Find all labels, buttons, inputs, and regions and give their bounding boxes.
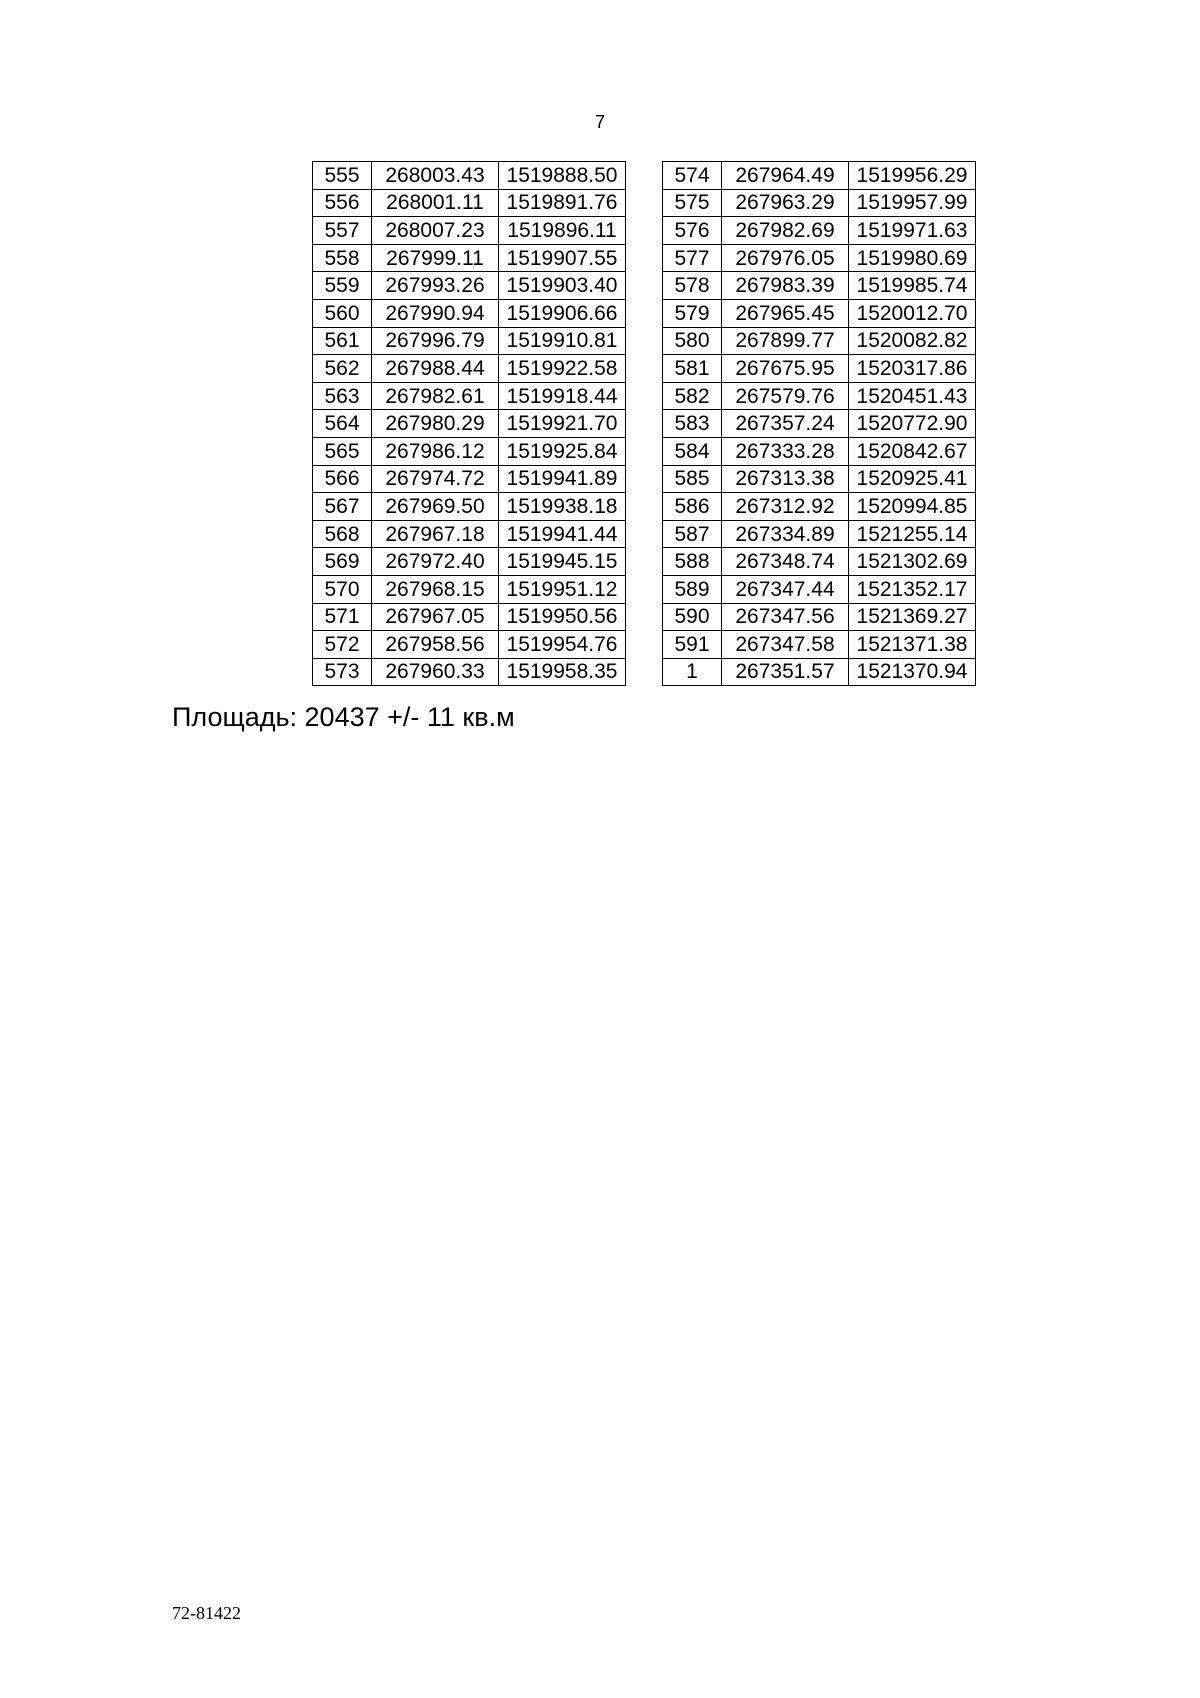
- y-coordinate-cell: 1520082.82: [849, 327, 976, 355]
- x-coordinate-cell: 267968.15: [372, 575, 499, 603]
- coordinates-table-left: [312, 161, 626, 686]
- x-coordinate-cell: 267976.05: [722, 244, 849, 272]
- point-number-cell: 571: [313, 603, 372, 631]
- y-coordinate-cell: 1520994.85: [849, 493, 976, 521]
- x-coordinate-cell: 267988.44: [372, 355, 499, 383]
- x-coordinate-cell: 267993.26: [372, 272, 499, 300]
- point-number-cell: 565: [313, 437, 372, 465]
- table-row: [663, 244, 976, 272]
- point-number-cell: 561: [313, 327, 372, 355]
- point-number-cell: 586: [663, 493, 722, 521]
- x-coordinate-cell: 267964.49: [722, 162, 849, 190]
- y-coordinate-cell: 1519985.74: [849, 272, 976, 300]
- point-number-cell: 580: [663, 327, 722, 355]
- table-row: [313, 327, 626, 355]
- table-row: [313, 244, 626, 272]
- table-row: [663, 217, 976, 245]
- table-row: [313, 658, 626, 686]
- x-coordinate-cell: 267996.79: [372, 327, 499, 355]
- table-row: [313, 465, 626, 493]
- point-number-cell: 575: [663, 189, 722, 217]
- point-number-cell: 578: [663, 272, 722, 300]
- y-coordinate-cell: 1519921.70: [499, 410, 626, 438]
- point-number-cell: 558: [313, 244, 372, 272]
- x-coordinate-cell: 267348.74: [722, 548, 849, 576]
- table-row: [663, 493, 976, 521]
- table-row: [313, 382, 626, 410]
- y-coordinate-cell: 1521369.27: [849, 603, 976, 631]
- table-row: [313, 437, 626, 465]
- document-code: 72-81422: [172, 1603, 241, 1623]
- table-row: [313, 603, 626, 631]
- x-coordinate-cell: 267347.58: [722, 631, 849, 659]
- x-coordinate-cell: 267958.56: [372, 631, 499, 659]
- point-number-cell: 569: [313, 548, 372, 576]
- table-row: [663, 382, 976, 410]
- point-number-cell: 590: [663, 603, 722, 631]
- x-coordinate-cell: 267986.12: [372, 437, 499, 465]
- x-coordinate-cell: 267313.38: [722, 465, 849, 493]
- y-coordinate-cell: 1519945.15: [499, 548, 626, 576]
- point-number-cell: 584: [663, 437, 722, 465]
- table-row: [663, 631, 976, 659]
- x-coordinate-cell: 267972.40: [372, 548, 499, 576]
- table-row: [663, 548, 976, 576]
- point-number-cell: 582: [663, 382, 722, 410]
- x-coordinate-cell: 267675.95: [722, 355, 849, 383]
- point-number-cell: 559: [313, 272, 372, 300]
- table-row: [313, 272, 626, 300]
- point-number-cell: 579: [663, 299, 722, 327]
- point-number-cell: 568: [313, 520, 372, 548]
- x-coordinate-cell: 267999.11: [372, 244, 499, 272]
- y-coordinate-cell: 1519896.11: [499, 217, 626, 245]
- table-row: [313, 631, 626, 659]
- point-number-cell: 556: [313, 189, 372, 217]
- y-coordinate-cell: 1520925.41: [849, 465, 976, 493]
- y-coordinate-cell: 1519888.50: [499, 162, 626, 190]
- x-coordinate-cell: 267990.94: [372, 299, 499, 327]
- table-row: [663, 410, 976, 438]
- x-coordinate-cell: 267965.45: [722, 299, 849, 327]
- y-coordinate-cell: 1520451.43: [849, 382, 976, 410]
- table-row: [313, 355, 626, 383]
- table-row: [313, 575, 626, 603]
- point-number-cell: 566: [313, 465, 372, 493]
- x-coordinate-cell: 267974.72: [372, 465, 499, 493]
- y-coordinate-cell: 1520772.90: [849, 410, 976, 438]
- table-row: [663, 658, 976, 686]
- x-coordinate-cell: 267963.29: [722, 189, 849, 217]
- coordinates-table-left-body: [313, 162, 626, 686]
- x-coordinate-cell: 267960.33: [372, 658, 499, 686]
- point-number-cell: 572: [313, 631, 372, 659]
- x-coordinate-cell: 267334.89: [722, 520, 849, 548]
- point-number-cell: 587: [663, 520, 722, 548]
- table-row: [313, 299, 626, 327]
- table-row: [313, 548, 626, 576]
- point-number-cell: 567: [313, 493, 372, 521]
- table-row: [313, 162, 626, 190]
- table-row: [663, 327, 976, 355]
- y-coordinate-cell: 1519938.18: [499, 493, 626, 521]
- y-coordinate-cell: 1521371.38: [849, 631, 976, 659]
- table-row: [663, 162, 976, 190]
- y-coordinate-cell: 1519906.66: [499, 299, 626, 327]
- y-coordinate-cell: 1519891.76: [499, 189, 626, 217]
- y-coordinate-cell: 1520012.70: [849, 299, 976, 327]
- table-row: [663, 603, 976, 631]
- y-coordinate-cell: 1519954.76: [499, 631, 626, 659]
- y-coordinate-cell: 1519910.81: [499, 327, 626, 355]
- x-coordinate-cell: 267357.24: [722, 410, 849, 438]
- table-row: [313, 189, 626, 217]
- x-coordinate-cell: 268003.43: [372, 162, 499, 190]
- coordinates-table-right-body: [663, 162, 976, 686]
- point-number-cell: 574: [663, 162, 722, 190]
- point-number-cell: 583: [663, 410, 722, 438]
- x-coordinate-cell: 267899.77: [722, 327, 849, 355]
- point-number-cell: 570: [313, 575, 372, 603]
- y-coordinate-cell: 1519958.35: [499, 658, 626, 686]
- y-coordinate-cell: 1519903.40: [499, 272, 626, 300]
- x-coordinate-cell: 267312.92: [722, 493, 849, 521]
- y-coordinate-cell: 1521255.14: [849, 520, 976, 548]
- table-row: [313, 493, 626, 521]
- x-coordinate-cell: 268001.11: [372, 189, 499, 217]
- y-coordinate-cell: 1519951.12: [499, 575, 626, 603]
- point-number-cell: 588: [663, 548, 722, 576]
- point-number-cell: 589: [663, 575, 722, 603]
- y-coordinate-cell: 1519941.89: [499, 465, 626, 493]
- y-coordinate-cell: 1519950.56: [499, 603, 626, 631]
- y-coordinate-cell: 1519957.99: [849, 189, 976, 217]
- y-coordinate-cell: 1519956.29: [849, 162, 976, 190]
- x-coordinate-cell: 267347.44: [722, 575, 849, 603]
- y-coordinate-cell: 1519925.84: [499, 437, 626, 465]
- point-number-cell: 581: [663, 355, 722, 383]
- point-number-cell: 577: [663, 244, 722, 272]
- table-row: [663, 520, 976, 548]
- point-number-cell: 563: [313, 382, 372, 410]
- table-row: [313, 217, 626, 245]
- table-row: [663, 437, 976, 465]
- table-row: [313, 520, 626, 548]
- y-coordinate-cell: 1519922.58: [499, 355, 626, 383]
- x-coordinate-cell: 267347.56: [722, 603, 849, 631]
- x-coordinate-cell: 267351.57: [722, 658, 849, 686]
- x-coordinate-cell: 268007.23: [372, 217, 499, 245]
- x-coordinate-cell: 267982.61: [372, 382, 499, 410]
- x-coordinate-cell: 267579.76: [722, 382, 849, 410]
- y-coordinate-cell: 1519941.44: [499, 520, 626, 548]
- table-row: [313, 410, 626, 438]
- x-coordinate-cell: 267982.69: [722, 217, 849, 245]
- point-number-cell: 557: [313, 217, 372, 245]
- table-row: [663, 465, 976, 493]
- table-row: [663, 299, 976, 327]
- y-coordinate-cell: 1521352.17: [849, 575, 976, 603]
- point-number-cell: 560: [313, 299, 372, 327]
- area-text: Площадь: 20437 +/- 11 кв.м: [172, 702, 515, 732]
- point-number-cell: 562: [313, 355, 372, 383]
- x-coordinate-cell: 267967.05: [372, 603, 499, 631]
- y-coordinate-cell: 1520842.67: [849, 437, 976, 465]
- table-row: [663, 189, 976, 217]
- table-row: [663, 272, 976, 300]
- y-coordinate-cell: 1519907.55: [499, 244, 626, 272]
- point-number-cell: 576: [663, 217, 722, 245]
- table-row: [663, 575, 976, 603]
- x-coordinate-cell: 267980.29: [372, 410, 499, 438]
- x-coordinate-cell: 267969.50: [372, 493, 499, 521]
- point-number-cell: 591: [663, 631, 722, 659]
- y-coordinate-cell: 1519918.44: [499, 382, 626, 410]
- x-coordinate-cell: 267983.39: [722, 272, 849, 300]
- y-coordinate-cell: 1520317.86: [849, 355, 976, 383]
- point-number-cell: 1: [663, 658, 722, 686]
- table-row: [663, 355, 976, 383]
- y-coordinate-cell: 1521370.94: [849, 658, 976, 686]
- point-number-cell: 555: [313, 162, 372, 190]
- point-number-cell: 573: [313, 658, 372, 686]
- y-coordinate-cell: 1519980.69: [849, 244, 976, 272]
- coordinates-table-right: [662, 161, 976, 686]
- page-number: 7: [594, 112, 605, 132]
- point-number-cell: 564: [313, 410, 372, 438]
- point-number-cell: 585: [663, 465, 722, 493]
- x-coordinate-cell: 267967.18: [372, 520, 499, 548]
- x-coordinate-cell: 267333.28: [722, 437, 849, 465]
- y-coordinate-cell: 1521302.69: [849, 548, 976, 576]
- y-coordinate-cell: 1519971.63: [849, 217, 976, 245]
